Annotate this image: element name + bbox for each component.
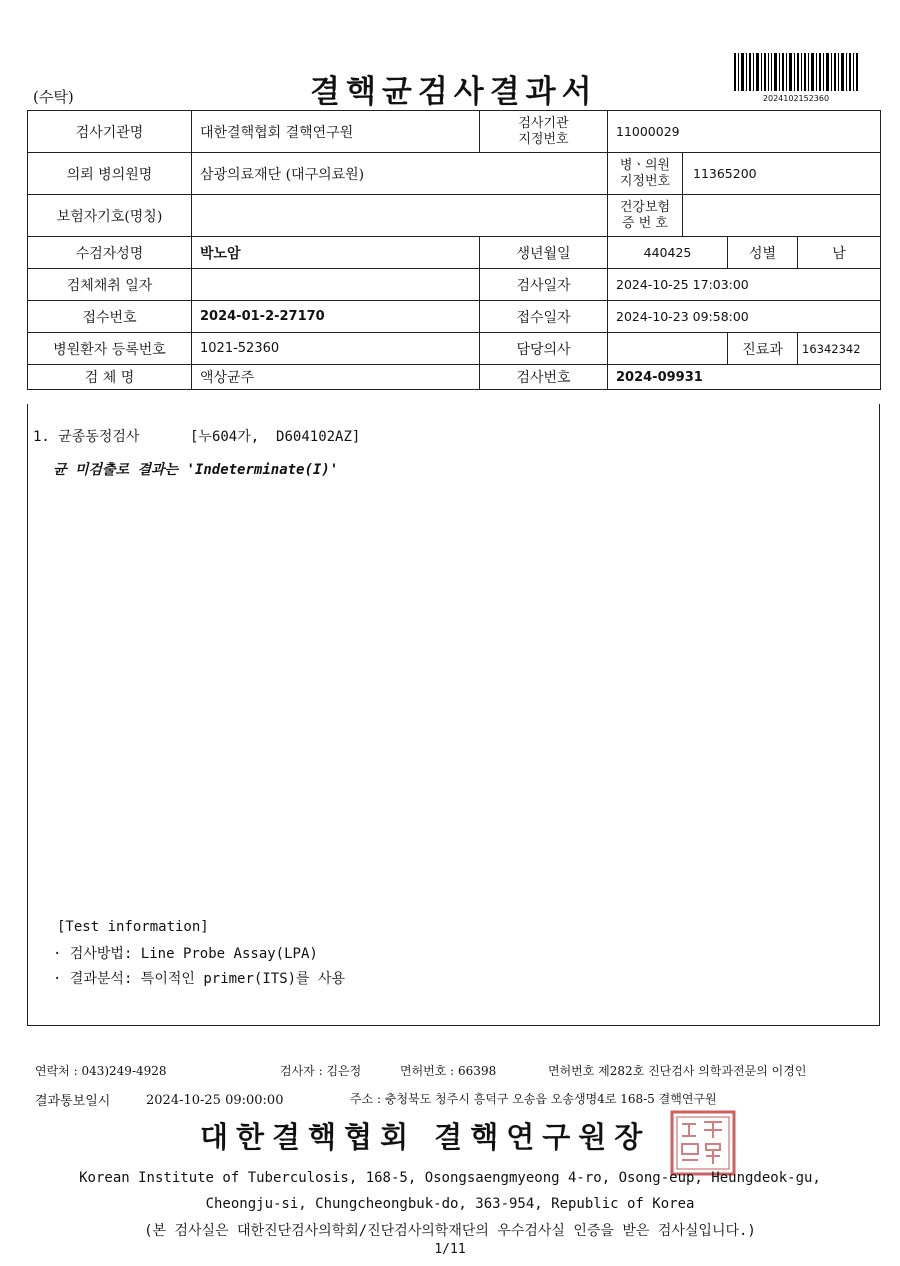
test-date: 2024-10-25 17:03:00 [608,269,881,301]
result-test-title: 1. 균종동정검사 [누604가, D604102AZ] [33,429,361,445]
document-title: 결핵균검사결과서 [310,74,598,110]
dept-label: 진료과 [728,333,798,365]
institute-address: 주소 : 충청북도 청주시 흥덕구 오송읍 오송생명4로 168-5 결핵연구원 [350,1092,717,1106]
test-info-header: [Test information] [57,919,209,935]
hospital-label: 의뢰 병의원명 [28,153,192,195]
birth-date: 440425 [608,237,728,269]
doctor-label: 담당의사 [480,333,608,365]
report-date: 2024-10-25 09:00:00 [146,1093,284,1108]
document-prefix: (수탁) [33,88,74,106]
insured-value [192,195,608,237]
test-date-label: 검사일자 [480,269,608,301]
patient-name: 박노암 [192,237,480,269]
hospital-name: 삼광의료재단 (대구의료원) [192,153,608,195]
lab-id: 11000029 [608,111,881,153]
health-ins-value [683,195,703,236]
sex-value: 남 [798,237,881,269]
hospital-id: 11365200 [693,166,757,181]
english-address-line1: Korean Institute of Tuberculosis, 168-5, Osongsaengmyeong 4-ro, Osong-eup, Heungdeok-gu, [79,1170,821,1186]
tester-name: 검사자 : 김은정 [280,1064,362,1078]
specialist-license: 면허번호 제282호 진단검사 의학과전문의 이경인 [548,1064,807,1078]
health-ins-label: 건강보험 증 번 호 [608,195,683,236]
test-method: · 검사방법: Line Probe Assay(LPA) [53,946,318,962]
lab-name-label: 검사기관명 [28,111,192,153]
patient-reg-number: 1021-52360 [192,333,480,365]
specimen-name: 액상균주 [192,365,480,390]
institute-name: 대한결핵협회 결핵연구원장 [200,1120,651,1154]
patient-reg-label: 병원환자 등록번호 [28,333,192,365]
barcode [734,53,858,91]
specimen-label: 검 체 명 [28,365,192,390]
info-table [27,110,881,390]
official-seal-icon [670,1110,736,1176]
receipt-date-label: 접수일자 [480,301,608,333]
barcode-number: 2024102152360 [762,94,830,103]
page-number: 1/11 [434,1242,466,1257]
receipt-label: 접수번호 [28,301,192,333]
lab-id-label: 검사기관 지정번호 [480,111,608,153]
hospital-id-label: 병ㆍ의원 지정번호 [608,153,683,194]
english-address-line2: Cheongju-si, Chungcheongbuk-do, 363-954, Republic of Korea [205,1196,695,1212]
doctor-name [608,333,728,365]
receipt-date: 2024-10-23 09:58:00 [608,301,881,333]
dept-value: 16342342 [798,333,881,365]
report-date-label: 결과통보일시 [35,1094,111,1109]
insured-label: 보험자기호(명칭) [28,195,192,237]
lab-name: 대한결핵협회 결핵연구원 [192,111,480,153]
test-no-label: 검사번호 [480,365,608,390]
result-text: 균 미검출로 결과는 'Indeterminate(I)' [53,462,339,478]
contact-phone: 연락처 : 043)249-4928 [35,1064,167,1078]
receipt-number: 2024-01-2-27170 [192,301,480,333]
certification-note: (본 검사실은 대한진단검사의학회/진단검사의학재단의 우수검사실 인증을 받은 검사실입니다.) [144,1223,756,1239]
birth-label: 생년월일 [480,237,608,269]
patient-label: 수검자성명 [28,237,192,269]
test-analysis: · 결과분석: 특이적인 primer(ITS)를 사용 [53,971,346,987]
tester-license: 면허번호 : 66398 [400,1064,497,1078]
sex-label: 성별 [728,237,798,269]
collect-label: 검체채취 일자 [28,269,192,301]
test-number: 2024-09931 [608,365,881,390]
collect-date [192,269,480,301]
